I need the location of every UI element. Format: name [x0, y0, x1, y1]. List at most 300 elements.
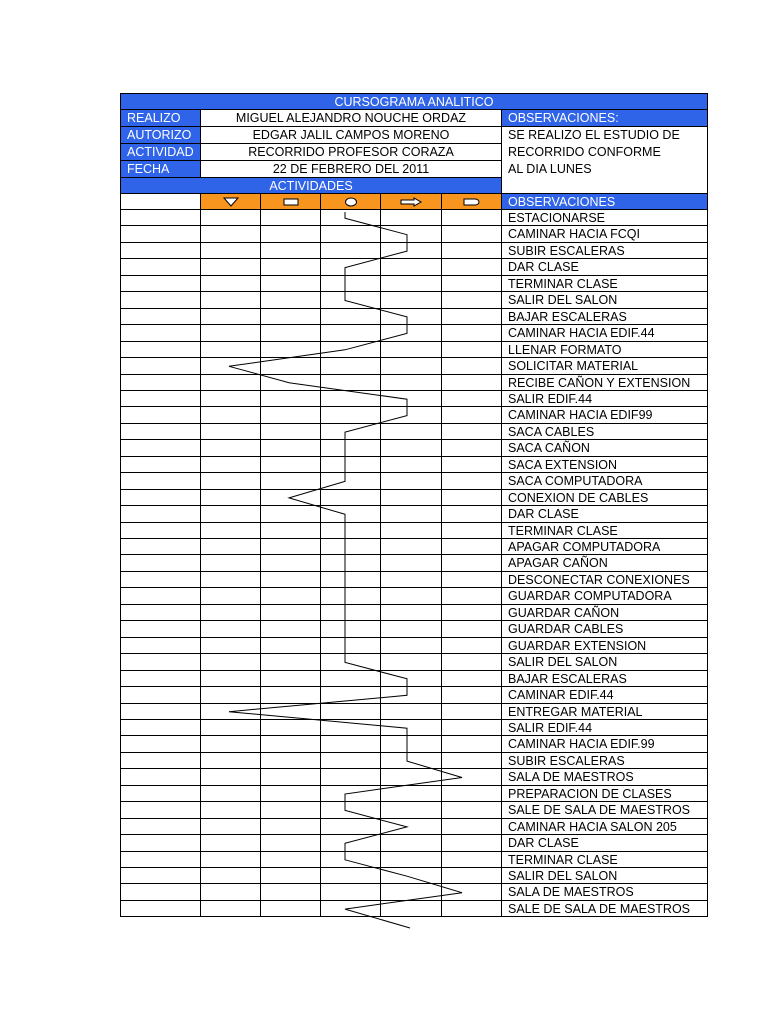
step-symbol-cell [321, 786, 381, 802]
step-symbol-cell [321, 210, 381, 226]
step-symbol-cell [442, 704, 502, 720]
step-symbol-cell [381, 539, 442, 555]
step-symbol-cell [442, 884, 502, 901]
step-symbol-cell [201, 375, 261, 391]
realizo-value-text: MIGUEL ALEJANDRO NOUCHE ORDAZ [235, 111, 467, 125]
step-symbol-cell [321, 523, 381, 539]
step-observation [502, 704, 708, 720]
observations-box [502, 127, 708, 194]
symbol-cell-transport [381, 194, 442, 210]
step-index-cell [120, 506, 201, 523]
step-symbol-cell [201, 457, 261, 473]
actividad-label [120, 144, 201, 161]
step-symbol-cell [261, 736, 321, 753]
step-symbol-cell [321, 342, 381, 358]
step-symbol-cell [381, 852, 442, 868]
step-symbol-cell [442, 440, 502, 457]
step-observation [502, 292, 708, 309]
step-symbol-cell [381, 375, 442, 391]
step-symbol-cell [381, 457, 442, 473]
step-symbol-cell [321, 769, 381, 786]
step-symbol-cell [201, 259, 261, 276]
autorizo-value-text: EDGAR JALIL CAMPOS MORENO [252, 128, 450, 142]
step-index-cell [120, 523, 201, 539]
realizo-label-text: REALIZO [127, 111, 181, 125]
step-observation [502, 786, 708, 802]
step-symbol-cell [261, 901, 321, 917]
step-symbol-cell [261, 375, 321, 391]
step-symbol-cell [201, 539, 261, 555]
step-symbol-cell [321, 457, 381, 473]
step-observation [502, 588, 708, 605]
step-symbol-cell [201, 654, 261, 671]
step-index-cell [120, 490, 201, 506]
step-symbol-cell [321, 605, 381, 621]
step-symbol-cell [321, 407, 381, 424]
step-label: PREPARACION DE CLASES [508, 787, 672, 801]
step-symbol-cell [261, 687, 321, 704]
step-symbol-cell [381, 654, 442, 671]
step-symbol-cell [442, 852, 502, 868]
observations-column-header-text: OBSERVACIONES [508, 195, 616, 209]
step-symbol-cell [201, 736, 261, 753]
step-label: TERMINAR CLASE [508, 524, 618, 538]
step-symbol-cell [261, 671, 321, 687]
step-symbol-cell [442, 769, 502, 786]
step-symbol-cell [321, 588, 381, 605]
step-observation [502, 259, 708, 276]
observations-line: RECORRIDO CONFORME [508, 145, 661, 159]
step-symbol-cell [442, 835, 502, 852]
step-observation [502, 769, 708, 786]
step-symbol-cell [201, 424, 261, 440]
step-index-cell [120, 802, 201, 819]
step-symbol-cell [442, 325, 502, 342]
step-label: SACA CAÑON [508, 441, 590, 455]
step-index-cell [120, 687, 201, 704]
step-observation [502, 490, 708, 506]
step-symbol-cell [261, 243, 321, 259]
step-label: LLENAR FORMATO [508, 343, 622, 357]
step-observation [502, 243, 708, 259]
step-symbol-cell [261, 638, 321, 654]
step-label: SACA EXTENSION [508, 458, 618, 472]
step-label: APAGAR CAÑON [508, 556, 608, 570]
symbol-cell-operation [321, 194, 381, 210]
step-label: DAR CLASE [508, 836, 579, 850]
step-symbol-cell [442, 819, 502, 835]
step-symbol-cell [201, 407, 261, 424]
step-label: SACA CABLES [508, 425, 595, 439]
step-index-cell [120, 555, 201, 572]
step-label: SALIR DEL SALON [508, 655, 618, 669]
step-symbol-cell [381, 704, 442, 720]
step-symbol-cell [381, 572, 442, 588]
step-observation [502, 736, 708, 753]
step-symbol-cell [381, 736, 442, 753]
step-symbol-cell [321, 424, 381, 440]
step-label: SALE DE SALA DE MAESTROS [508, 902, 691, 916]
step-symbol-cell [381, 440, 442, 457]
inspection-rectangle-icon [283, 197, 299, 207]
fecha-value-text: 22 DE FEBRERO DEL 2011 [272, 162, 430, 176]
step-observation [502, 638, 708, 654]
step-observation [502, 572, 708, 588]
step-index-cell [120, 753, 201, 769]
step-symbol-cell [381, 687, 442, 704]
step-symbol-cell [321, 819, 381, 835]
step-label: CAMINAR EDIF.44 [508, 688, 614, 702]
step-index-cell [120, 309, 201, 325]
step-symbol-cell [321, 440, 381, 457]
step-index-cell [120, 226, 201, 243]
step-label: SALA DE MAESTROS [508, 770, 634, 784]
step-symbol-cell [442, 621, 502, 638]
step-label: DESCONECTAR CONEXIONES [508, 573, 690, 587]
step-label: ENTREGAR MATERIAL [508, 705, 643, 719]
step-symbol-cell [321, 852, 381, 868]
step-symbol-cell [261, 342, 321, 358]
document-title-text: CURSOGRAMA ANALITICO [334, 95, 494, 109]
symbol-cell-storage [201, 194, 261, 210]
step-symbol-cell [261, 753, 321, 769]
step-symbol-cell [321, 506, 381, 523]
step-label: SALA DE MAESTROS [508, 885, 634, 899]
step-label: GUARDAR EXTENSION [508, 639, 647, 653]
step-symbol-cell [201, 671, 261, 687]
observations-line: AL DIA LUNES [508, 162, 592, 176]
step-index-cell [120, 457, 201, 473]
step-label: SACA COMPUTADORA [508, 474, 643, 488]
step-observation [502, 654, 708, 671]
fecha-value [201, 161, 502, 178]
step-symbol-cell [321, 704, 381, 720]
step-label: GUARDAR CAÑON [508, 606, 620, 620]
step-index-cell [120, 276, 201, 292]
step-index-cell [120, 884, 201, 901]
step-symbol-cell [381, 407, 442, 424]
step-observation [502, 671, 708, 687]
step-symbol-cell [261, 835, 321, 852]
step-symbol-cell [381, 819, 442, 835]
step-symbol-cell [201, 490, 261, 506]
step-label: DAR CLASE [508, 260, 579, 274]
actividad-value-text: RECORRIDO PROFESOR CORAZA [248, 145, 454, 159]
step-symbol-cell [321, 572, 381, 588]
step-symbol-cell [442, 210, 502, 226]
step-label: SUBIR ESCALERAS [508, 244, 625, 258]
step-symbol-cell [442, 572, 502, 588]
actividad-label-text: ACTIVIDAD [127, 145, 194, 159]
step-symbol-cell [201, 835, 261, 852]
step-symbol-cell [442, 226, 502, 243]
step-symbol-cell [261, 424, 321, 440]
step-symbol-cell [321, 884, 381, 901]
step-symbol-cell [201, 605, 261, 621]
step-symbol-cell [321, 753, 381, 769]
step-symbol-cell [201, 523, 261, 539]
step-symbol-cell [261, 325, 321, 342]
transport-arrow-icon [400, 197, 422, 207]
step-symbol-cell [261, 226, 321, 243]
step-symbol-cell [381, 720, 442, 736]
step-label: CAMINAR HACIA EDIF.44 [508, 326, 655, 340]
step-index-cell [120, 342, 201, 358]
step-symbol-cell [321, 687, 381, 704]
step-symbol-cell [381, 523, 442, 539]
step-label: CONEXION DE CABLES [508, 491, 649, 505]
step-symbol-cell [321, 736, 381, 753]
step-observation [502, 210, 708, 226]
observations-column-header [502, 194, 708, 210]
step-observation [502, 342, 708, 358]
step-symbol-cell [201, 588, 261, 605]
step-symbol-cell [442, 671, 502, 687]
step-symbol-cell [442, 259, 502, 276]
symbol-cell-inspection [261, 194, 321, 210]
step-symbol-cell [381, 292, 442, 309]
step-index-cell [120, 868, 201, 884]
step-label: CAMINAR HACIA EDIF99 [508, 408, 653, 422]
step-symbol-cell [261, 802, 321, 819]
step-symbol-cell [442, 424, 502, 440]
step-symbol-cell [261, 407, 321, 424]
step-symbol-cell [381, 555, 442, 572]
step-observation [502, 440, 708, 457]
step-symbol-cell [442, 243, 502, 259]
step-symbol-cell [381, 259, 442, 276]
step-symbol-cell [261, 457, 321, 473]
step-observation [502, 539, 708, 555]
step-observation [502, 391, 708, 407]
step-symbol-cell [321, 391, 381, 407]
step-symbol-cell [381, 506, 442, 523]
step-symbol-cell [201, 325, 261, 342]
step-symbol-cell [442, 720, 502, 736]
step-label: CAMINAR HACIA EDIF.99 [508, 737, 655, 751]
step-symbol-cell [442, 342, 502, 358]
step-index-cell [120, 769, 201, 786]
step-index-cell [120, 572, 201, 588]
step-label: APAGAR COMPUTADORA [508, 540, 661, 554]
step-label: CAMINAR HACIA SALON 205 [508, 820, 677, 834]
step-symbol-cell [381, 325, 442, 342]
step-symbol-cell [201, 638, 261, 654]
step-symbol-cell [442, 276, 502, 292]
observations-line: SE REALIZO EL ESTUDIO DE [508, 128, 680, 142]
step-symbol-cell [201, 210, 261, 226]
step-index-cell [120, 539, 201, 555]
step-symbol-cell [381, 424, 442, 440]
autorizo-value [201, 127, 502, 144]
step-label: BAJAR ESCALERAS [508, 310, 627, 324]
step-label: SALIR DEL SALON [508, 293, 618, 307]
step-index-cell [120, 605, 201, 621]
step-symbol-cell [381, 835, 442, 852]
step-index-cell [120, 835, 201, 852]
step-observation [502, 884, 708, 901]
actividades-label [120, 178, 502, 194]
step-label: CAMINAR HACIA FCQI [508, 227, 640, 241]
step-symbol-cell [321, 226, 381, 243]
step-symbol-cell [321, 325, 381, 342]
step-symbol-cell [261, 588, 321, 605]
realizo-label [120, 110, 201, 127]
step-observation [502, 506, 708, 523]
step-symbol-cell [381, 671, 442, 687]
step-symbol-cell [442, 391, 502, 407]
step-label: TERMINAR CLASE [508, 277, 618, 291]
step-label: GUARDAR COMPUTADORA [508, 589, 672, 603]
step-symbol-cell [261, 786, 321, 802]
step-symbol-cell [261, 884, 321, 901]
step-label: BAJAR ESCALERAS [508, 672, 627, 686]
step-symbol-cell [381, 391, 442, 407]
step-symbol-cell [261, 555, 321, 572]
step-symbol-cell [442, 506, 502, 523]
step-symbol-cell [201, 506, 261, 523]
step-index-cell [120, 786, 201, 802]
step-label: DAR CLASE [508, 507, 579, 521]
step-symbol-cell [442, 309, 502, 325]
step-observation [502, 473, 708, 490]
step-index-cell [120, 391, 201, 407]
step-symbol-cell [261, 473, 321, 490]
step-symbol-cell [321, 292, 381, 309]
storage-triangle-icon [223, 197, 239, 207]
step-symbol-cell [261, 309, 321, 325]
step-symbol-cell [261, 440, 321, 457]
step-symbol-cell [201, 769, 261, 786]
step-symbol-cell [381, 621, 442, 638]
step-observation [502, 226, 708, 243]
step-symbol-cell [442, 539, 502, 555]
blank-header-cell [120, 194, 201, 210]
step-label: SALIR EDIF.44 [508, 392, 593, 406]
step-symbol-cell [201, 720, 261, 736]
step-observation [502, 375, 708, 391]
step-symbol-cell [442, 802, 502, 819]
step-label: SALIR DEL SALON [508, 869, 618, 883]
step-symbol-cell [321, 358, 381, 375]
step-symbol-cell [442, 753, 502, 769]
step-symbol-cell [201, 391, 261, 407]
step-symbol-cell [201, 868, 261, 884]
observations-header-text: OBSERVACIONES: [508, 111, 619, 125]
step-symbol-cell [381, 753, 442, 769]
step-symbol-cell [442, 523, 502, 539]
step-symbol-cell [381, 605, 442, 621]
observations-header [502, 110, 708, 127]
step-index-cell [120, 720, 201, 736]
step-label: SALIR EDIF.44 [508, 721, 593, 735]
step-symbol-cell [201, 309, 261, 325]
step-symbol-cell [442, 654, 502, 671]
step-symbol-cell [442, 868, 502, 884]
step-observation [502, 819, 708, 835]
step-symbol-cell [321, 901, 381, 917]
step-symbol-cell [261, 720, 321, 736]
step-symbol-cell [442, 638, 502, 654]
step-index-cell [120, 704, 201, 720]
step-index-cell [120, 473, 201, 490]
step-symbol-cell [321, 654, 381, 671]
step-label: SUBIR ESCALERAS [508, 754, 625, 768]
step-symbol-cell [442, 358, 502, 375]
step-symbol-cell [381, 901, 442, 917]
step-symbol-cell [261, 852, 321, 868]
step-symbol-cell [261, 819, 321, 835]
symbol-cell-delay [442, 194, 502, 210]
step-observation [502, 852, 708, 868]
step-label: SALE DE SALA DE MAESTROS [508, 803, 691, 817]
step-observation [502, 325, 708, 342]
step-symbol-cell [381, 276, 442, 292]
step-label: ESTACIONARSE [508, 211, 606, 225]
step-symbol-cell [201, 276, 261, 292]
step-symbol-cell [442, 901, 502, 917]
step-index-cell [120, 424, 201, 440]
step-symbol-cell [201, 901, 261, 917]
step-label: GUARDAR CABLES [508, 622, 624, 636]
step-symbol-cell [442, 736, 502, 753]
step-symbol-cell [442, 490, 502, 506]
step-symbol-cell [321, 259, 381, 276]
step-observation [502, 687, 708, 704]
step-index-cell [120, 654, 201, 671]
step-symbol-cell [381, 309, 442, 325]
step-observation [502, 753, 708, 769]
step-symbol-cell [201, 884, 261, 901]
step-symbol-cell [381, 490, 442, 506]
step-observation [502, 720, 708, 736]
step-symbol-cell [381, 884, 442, 901]
step-observation [502, 424, 708, 440]
step-symbol-cell [201, 704, 261, 720]
step-index-cell [120, 638, 201, 654]
step-symbol-cell [261, 572, 321, 588]
step-index-cell [120, 588, 201, 605]
step-symbol-cell [381, 769, 442, 786]
autorizo-label [120, 127, 201, 144]
step-index-cell [120, 292, 201, 309]
step-symbol-cell [201, 852, 261, 868]
step-symbol-cell [381, 473, 442, 490]
step-symbol-cell [201, 342, 261, 358]
step-observation [502, 621, 708, 638]
step-symbol-cell [442, 407, 502, 424]
step-index-cell [120, 358, 201, 375]
step-symbol-cell [321, 720, 381, 736]
step-index-cell [120, 671, 201, 687]
step-symbol-cell [201, 786, 261, 802]
step-symbol-cell [321, 473, 381, 490]
realizo-value [201, 110, 502, 127]
step-observation [502, 523, 708, 539]
step-symbol-cell [261, 490, 321, 506]
step-observation [502, 901, 708, 917]
step-symbol-cell [442, 786, 502, 802]
step-symbol-cell [201, 572, 261, 588]
step-symbol-cell [201, 621, 261, 638]
fecha-label [120, 161, 201, 178]
operation-circle-icon [344, 197, 358, 207]
actividades-label-text: ACTIVIDADES [269, 179, 353, 193]
step-symbol-cell [442, 457, 502, 473]
step-symbol-cell [381, 802, 442, 819]
step-symbol-cell [321, 638, 381, 654]
step-index-cell [120, 407, 201, 424]
